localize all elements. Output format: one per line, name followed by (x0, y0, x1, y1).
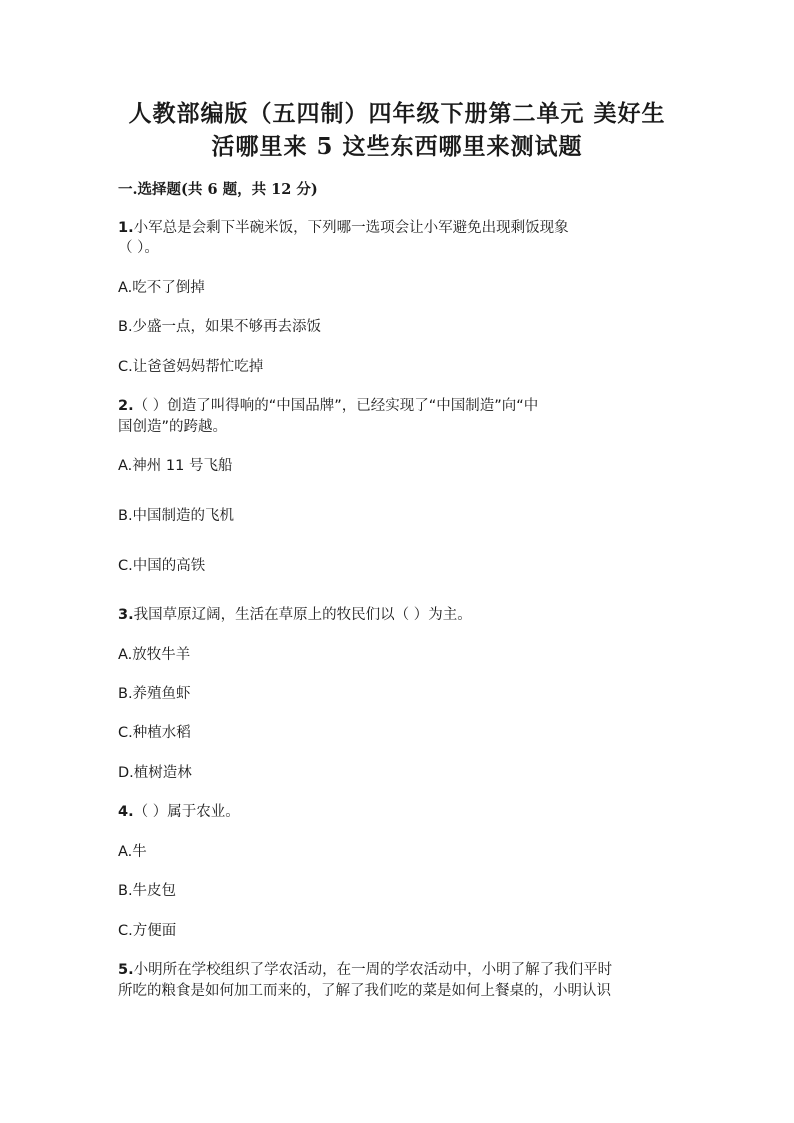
question-text: 小军总是会剩下半碗米饭，下列哪一选项会让小军避免出现剩饭现象 (133, 220, 569, 236)
question-text: 小明所在学校组织了学农活动，在一周的学农活动中，小明了解了我们平时 (133, 962, 613, 978)
question-4-option-b: B.牛皮包 (118, 883, 177, 899)
question-1-stem-continued: （ ）。 (118, 240, 159, 256)
question-1-option-c: C.让爸爸妈妈帮忙吃掉 (118, 359, 264, 375)
question-number: 2. (118, 398, 134, 414)
question-3-option-d: D.植树造林 (118, 765, 192, 781)
question-number: 1. (118, 220, 134, 236)
question-3-stem (118, 605, 472, 625)
question-number: 4. (118, 804, 134, 820)
question-4-stem (118, 802, 240, 822)
question-number: 3. (118, 607, 134, 623)
question-1-option-b: B.少盛一点，如果不够再去添饭 (118, 319, 322, 335)
question-5-stem (118, 960, 612, 980)
question-5-stem-continued: 所吃的粮食是如何加工而来的，了解了我们吃的菜是如何上餐桌的，小明认识 (118, 983, 611, 999)
question-1-stem (118, 218, 569, 238)
question-4-option-a: A.牛 (118, 844, 147, 860)
question-2-stem (118, 396, 538, 416)
question-3-option-a: A.放牧牛羊 (118, 647, 191, 663)
question-2-stem-continued: 国创造”的跨越。 (118, 419, 228, 435)
question-1-option-a: A.吃不了倒掉 (118, 280, 205, 296)
question-3-option-c: C.种植水稻 (118, 725, 191, 741)
question-text: （ ）创造了叫得响的“中国品牌”，已经实现了“中国制造”向“中 (133, 398, 539, 414)
page-title-line-2: 活哪里来 5 这些东西哪里来测试题 (211, 133, 583, 160)
question-2-option-b: B.中国制造的飞机 (118, 508, 235, 524)
question-4-option-c: C.方便面 (118, 923, 177, 939)
page-title-line-1: 人教部编版（五四制）四年级下册第二单元 美好生 (128, 100, 666, 127)
question-2-option-a: A.神州 11 号飞船 (118, 458, 233, 474)
question-3-option-b: B.养殖鱼虾 (118, 686, 191, 702)
question-2-option-c: C.中国的高铁 (118, 558, 206, 574)
question-text: 我国草原辽阔，生活在草原上的牧民们以（ ）为主。 (133, 607, 472, 623)
question-number: 5. (118, 962, 134, 978)
question-text: （ ）属于农业。 (133, 804, 240, 820)
section-heading: 一.选择题(共 6 题，共 12 分) (118, 181, 318, 198)
